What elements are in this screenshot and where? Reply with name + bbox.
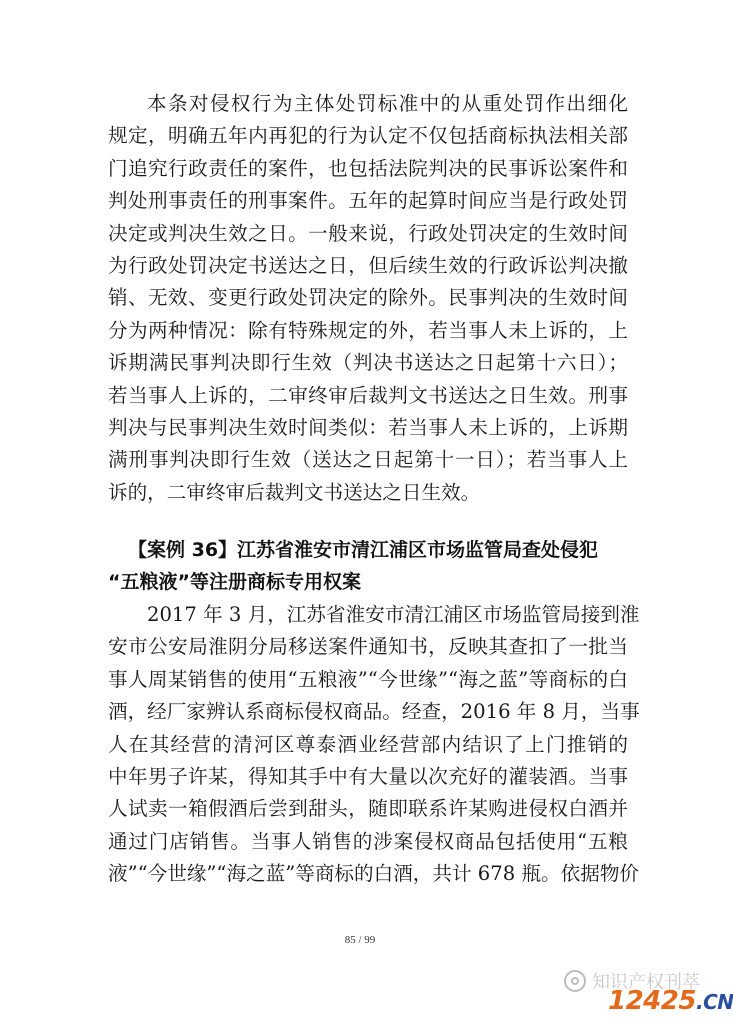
text-line: 诉期满民事判决即行生效（判决书送达之日起第十六日）； bbox=[108, 351, 628, 375]
text-line: 判处刑事责任的刑事案件。五年的起算时间应当是行政处罚 bbox=[108, 189, 628, 213]
watermark bbox=[560, 964, 733, 1016]
text-line: 诉的，二审终审后裁判文书送达之日生效。 bbox=[108, 480, 481, 504]
site-logo-domain: .CN bbox=[695, 990, 733, 1014]
wechat-account-icon bbox=[564, 970, 586, 992]
page-number: 85 / 99 bbox=[344, 934, 376, 946]
paragraph-2 bbox=[108, 599, 640, 891]
text-line: 安市公安局淮阴分局移送案件通知书，反映其查扣了一批当 bbox=[108, 635, 628, 659]
text-line: 酒，经厂家辨认系商标侵权商品。经查，2016 年 8 月，当事 bbox=[108, 700, 640, 724]
text-line: 分为两种情况：除有特殊规定的外，若当事人未上诉的，上 bbox=[108, 318, 628, 342]
text-line: 通过门店销售。当事人销售的涉案侵权商品包括使用“五粮 bbox=[108, 829, 628, 853]
text-line: 中年男子许某，得知其手中有大量以次充好的灌装酒。当事 bbox=[108, 764, 628, 788]
site-logo bbox=[608, 986, 733, 1016]
text-line: 销、无效、变更行政处罚决定的除外。民事判决的生效时间 bbox=[108, 286, 628, 310]
heading-line: “五粮液”等注册商标专用权案 bbox=[108, 571, 361, 594]
text-line: 门追究行政责任的案件，也包括法院判决的民事诉讼案件和 bbox=[108, 156, 628, 180]
text-line: 人在其经营的清河区尊泰酒业经营部内结识了上门推销的 bbox=[108, 732, 628, 756]
heading-line: 【案例 36】江苏省淮安市清江浦区市场监管局查处侵犯 bbox=[128, 539, 599, 561]
case-heading bbox=[108, 534, 628, 599]
text-line: 事人周某销售的使用“五粮液”“今世缘”“海之蓝”等商标的白 bbox=[108, 667, 628, 691]
text-line: 满刑事判决即行生效（送达之日起第十一日）；若当事人上 bbox=[108, 448, 628, 472]
text-line: 液”“今世缘”“海之蓝”等商标的白酒，共计 678 瓶。依据物价 bbox=[108, 862, 640, 886]
text-line: 为行政处罚决定书送达之日，但后续生效的行政诉讼判决撤 bbox=[108, 253, 628, 277]
text-line: 人试卖一箱假酒后尝到甜头，随即联系许某购进侵权白酒并 bbox=[108, 797, 628, 821]
watermark-account-text: 知识产权刊萃 bbox=[592, 972, 700, 993]
site-logo-number: 12425 bbox=[608, 986, 696, 1016]
text-line: 2017 年 3 月，江苏省淮安市清江浦区市场监管局接到淮 bbox=[147, 603, 640, 626]
text-line: 本条对侵权行为主体处罚标准中的从重处罚作出细化 bbox=[147, 92, 628, 115]
paragraph-1 bbox=[108, 88, 628, 509]
text-line: 决定或判决生效之日。一般来说，行政处罚决定的生效时间 bbox=[108, 221, 628, 245]
text-line: 判决与民事判决生效时间类似：若当事人未上诉的，上诉期 bbox=[108, 415, 628, 439]
text-line: 规定，明确五年内再犯的行为认定不仅包括商标执法相关部 bbox=[108, 124, 628, 148]
text-line: 若当事人上诉的，二审终审后裁判文书送达之日生效。刑事 bbox=[108, 383, 628, 407]
